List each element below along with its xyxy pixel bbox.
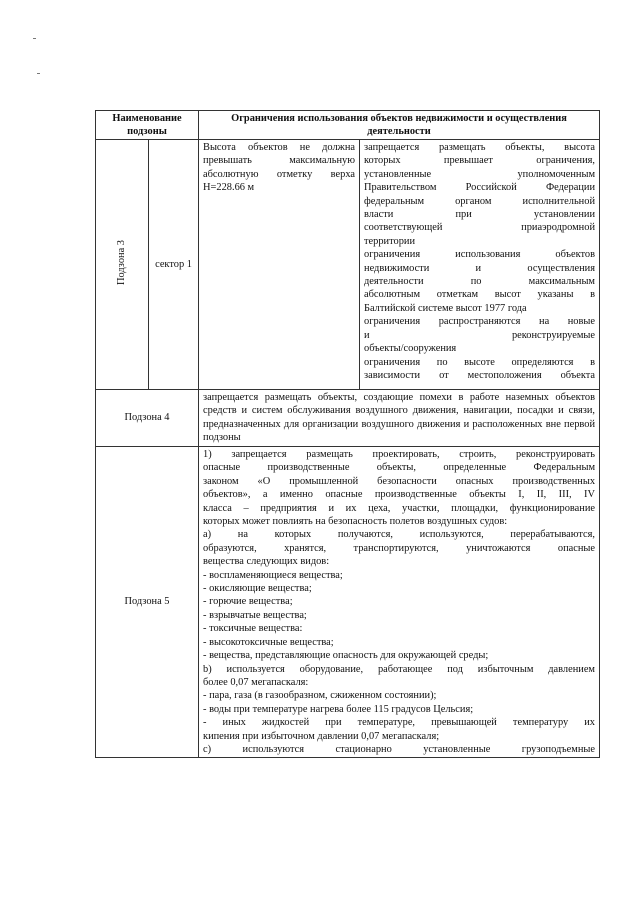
subzone-5-restriction-line: - окисляющие вещества; [203,583,312,595]
subzone-5-restriction-line: образуются, хранятся, транспортируются, уничтожаются опасные [203,542,596,554]
subzone-3-restriction-line: объекты/сооружения [364,343,457,355]
row-subzone-5 [96,447,600,758]
subzone-3-restriction-line: запрещается размещать объекты, высота [364,142,596,153]
subzone-3-name: Подзона 3 [116,239,128,285]
subzone-3-restriction-line: федеральным органом исполнительной [364,195,596,207]
subzone-5-restriction-line: - пара, газа (в газообразном, сжиженном состоянии); [203,690,437,702]
row-subzone-4 [96,390,600,447]
subzone-3-restriction-line: Балтийской системе высот 1977 года [364,302,527,314]
subzone-5-restriction-line: - вещества, представляющие опасность для окружающей среды; [203,650,489,662]
header-subzone-name: Наименование подзоны [96,111,199,140]
subzone-3-restriction-line: власти при установлении [364,209,596,221]
subzone-5-restriction-line: с) используются стационарно установленные грузоподъемные [203,743,596,755]
subzone-5-name: Подзона 5 [96,447,199,758]
scan-mark-left [37,73,40,74]
subzone-3-restriction-line: установленные уполномоченным [364,168,596,180]
subzone-3-restriction-line: территории [364,235,416,247]
subzone-3-restriction-line: ограничения по высоте определяются в [364,356,596,368]
subzone-5-restriction-line: 1) запрещается размещать проектировать, строить, реконструировать [203,449,596,460]
subzone-5-restriction-line: более 0,07 мегапаскаля: [203,676,309,688]
subzone-5-restriction-line: объектов», а именно опасные производственные объекты I, II, III, IV [203,489,596,501]
table-header-row [96,111,600,140]
subzone-3-sector: сектор 1 [149,140,199,390]
subzone-5-restriction-line: - иных жидкостей при температуре, превышающей температуру их [203,717,596,729]
subzone-5-restriction-line: b) используется оборудование, работающее под избыточным давлением [203,663,596,675]
subzone-5-restriction-line: которых может повлиять на безопасность полетов воздушных судов: [203,516,508,528]
subzone-3-restriction-line: ограничения использования объектов [364,249,596,261]
row-subzone-3 [96,140,600,390]
subzone-5-restriction-lines [203,448,595,756]
subzone-3-restriction-line: зависимости от местоположения объекта [364,369,596,381]
subzone-5-restriction-line: - воспламеняющиеся вещества; [203,569,343,581]
subzone-5-restriction-line: а) на которых получаются, используются, перерабатываются, [203,529,596,541]
subzone-5-restriction-line: опасные производственные объекты, определенные Федеральным [203,462,596,474]
subzone-5-restriction-line: - токсичные вещества: [203,623,303,635]
subzone-5-restriction-line: - горючие вещества; [203,596,293,608]
subzone-3-restriction-line: которых превышает ограничения, [364,155,596,167]
subzone-3-restriction-line: деятельности по максимальным [364,276,596,288]
subzone-5-restriction-line: - воды при температуре нагрева более 115 градусов Цельсия; [203,703,474,715]
subzone-4-text: запрещается размещать объекты, создающие помехи в работе наземных объектов средств и систем обслуживания воздушного движения, навигации, посадки и связи, предназначенных для организации воздушного движения и расположенных вне первой подзоны [199,390,600,447]
subzone-3-restriction-line: недвижимости и осуществления [364,262,596,274]
subzone-4-name: Подзона 4 [96,390,199,447]
subzone-3-restriction-line: соответствующей приаэродромной [364,222,596,234]
subzone-3-restrictions [360,140,600,390]
subzone-3-name-cell [96,140,149,390]
subzone-3-restriction-line: и реконструируемые [364,329,596,341]
header-restrictions: Ограничения использования объектов недвижимости и осуществления деятельности [199,111,600,140]
subzone-3-restriction-line: ограничения распространяются на новые [364,316,596,328]
subzone-5-restrictions [199,447,600,758]
subzone-5-restriction-line: вещества следующих видов: [203,556,330,568]
subzone-3-restriction-lines [364,141,595,382]
subzone-3-restriction-line: Правительством Российской Федерации [364,182,596,194]
subzone-5-restriction-line: законом «О промышленной безопасности опасных производственных [203,475,596,487]
subzone-3-restriction-line: абсолютным отметкам высот указаны в [364,289,596,301]
subzone-5-restriction-line: кипения при избыточном давлении 0,07 мегапаскаля; [203,730,440,742]
subzone-3-height-limit: Высота объектов не должна превышать максимальную абсолютную отметку верха Н=228.66 м [199,140,360,390]
subzone-5-restriction-line: - высокотоксичные вещества; [203,636,334,648]
restrictions-table [95,110,600,758]
subzone-5-restriction-line: класса – предприятия и их цеха, участки, площадки, функционирование [203,502,596,514]
scan-mark-top [33,38,36,39]
subzone-5-restriction-line: - взрывчатые вещества; [203,609,307,621]
